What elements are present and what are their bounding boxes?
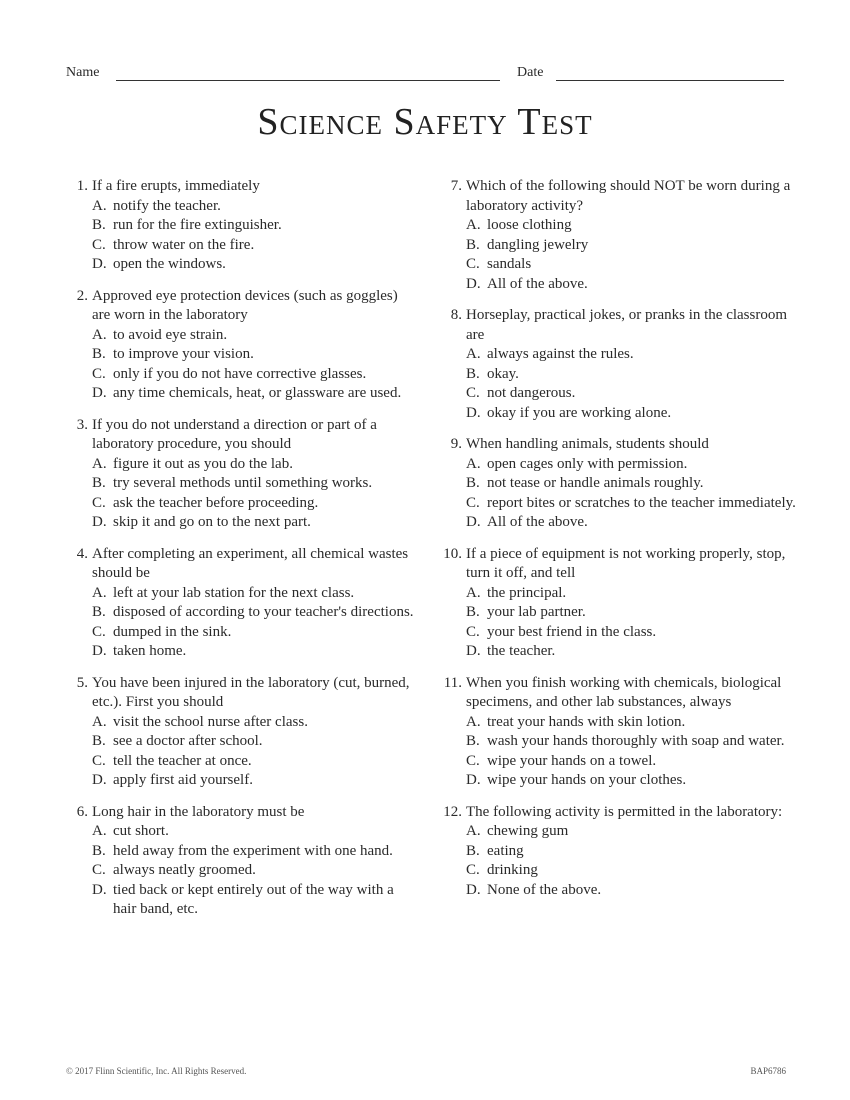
option-letter: C. [466, 623, 480, 640]
option-letter: B. [92, 475, 106, 491]
option-text: left at your lab station for the next class. [113, 584, 355, 601]
answer-option[interactable] [466, 365, 800, 385]
question-text: Long hair in the laboratory must be [92, 803, 305, 820]
page-title: Science Safety Test [257, 101, 593, 143]
option-text: open the windows. [113, 256, 226, 272]
answer-option[interactable] [466, 584, 800, 604]
question-text: If a fire erupts, immediately [92, 178, 260, 194]
option-text: okay. [487, 365, 519, 382]
answer-option[interactable] [466, 474, 800, 494]
option-letter: D. [466, 404, 481, 421]
question-number: 4. [76, 545, 88, 562]
option-text: always neatly groomed. [113, 862, 256, 878]
question-item [440, 803, 800, 901]
option-text: try several methods until something works. [113, 475, 373, 491]
answer-option[interactable] [92, 881, 416, 920]
answer-option[interactable] [92, 455, 416, 475]
answer-option[interactable] [466, 603, 800, 623]
option-text: always against the rules. [487, 346, 634, 362]
question-item [440, 545, 800, 662]
questions-left-column [66, 177, 416, 932]
option-letter: D. [466, 514, 481, 530]
option-text: only if you do not have corrective glasses. [113, 365, 367, 382]
option-letter: D. [466, 275, 481, 292]
answer-option[interactable] [92, 842, 416, 862]
question-item [66, 803, 416, 920]
copyright-text: © 2017 Flinn Scientific, Inc. All Rights Reserved. [66, 1066, 247, 1076]
question-number: 9. [450, 436, 462, 452]
option-letter: C. [466, 752, 480, 769]
option-text: skip it and go on to the next part. [113, 514, 311, 530]
option-text: report bites or scratches to the teacher immediately. [487, 494, 796, 511]
answer-option[interactable] [92, 236, 416, 256]
answer-option[interactable] [92, 642, 416, 662]
option-letter: B. [466, 604, 480, 620]
answer-option[interactable] [92, 603, 416, 623]
option-text: okay if you are working alone. [487, 404, 672, 421]
option-letter: B. [466, 733, 480, 749]
option-text: tied back or kept entirely out of the way with a hair band, etc. [113, 881, 394, 917]
question-item [440, 435, 800, 533]
answer-option[interactable] [466, 404, 800, 424]
answer-option[interactable] [92, 326, 416, 346]
answer-option[interactable] [466, 494, 800, 514]
option-letter: A. [466, 455, 481, 472]
answer-option[interactable] [92, 861, 416, 881]
question-text: If you do not understand a direction or part of a laboratory procedure, you should [92, 416, 377, 452]
question-text: Horseplay, practical jokes, or pranks in the classroom are [466, 307, 788, 343]
answer-option[interactable] [466, 345, 800, 365]
option-letter: C. [466, 256, 480, 272]
answer-option[interactable] [92, 345, 416, 365]
answer-option[interactable] [92, 255, 416, 275]
answer-option[interactable] [466, 732, 800, 752]
question-item [66, 416, 416, 533]
answer-option[interactable] [466, 713, 800, 733]
answer-option[interactable] [92, 584, 416, 604]
option-letter: B. [466, 236, 480, 253]
questions-right-column [440, 177, 800, 912]
date-field-line[interactable] [556, 80, 784, 81]
option-letter: A. [92, 584, 107, 601]
answer-option[interactable] [466, 861, 800, 881]
option-letter: D. [92, 643, 107, 659]
question-number: 7. [450, 178, 462, 194]
option-text: All of the above. [487, 275, 588, 292]
option-letter: A. [92, 823, 107, 839]
question-item [66, 545, 416, 662]
question-item [66, 674, 416, 791]
question-number: 6. [76, 803, 88, 820]
option-text: to improve your vision. [113, 346, 254, 362]
option-letter: A. [92, 326, 107, 343]
answer-option[interactable] [466, 822, 800, 842]
answer-option[interactable] [92, 752, 416, 772]
question-number: 8. [450, 307, 462, 323]
option-text: loose clothing [487, 217, 572, 233]
question-item [440, 674, 800, 791]
option-letter: C. [92, 494, 106, 511]
answer-option[interactable] [466, 771, 800, 791]
student-header [66, 65, 786, 87]
answer-option[interactable] [466, 623, 800, 643]
question-number: 5. [76, 674, 88, 691]
question-number: 10. [443, 545, 462, 562]
option-text: not dangerous. [487, 385, 576, 401]
option-text: the teacher. [487, 643, 556, 659]
question-text: The following activity is permitted in the laboratory: [466, 803, 783, 820]
option-letter: D. [92, 256, 107, 272]
option-text: eating [487, 842, 524, 859]
question-number: 12. [443, 803, 462, 820]
option-letter: A. [466, 217, 481, 233]
option-letter: A. [466, 584, 481, 601]
name-field-line[interactable] [116, 80, 500, 81]
answer-option[interactable] [466, 216, 800, 236]
option-text: run for the fire extinguisher. [113, 217, 282, 233]
answer-option[interactable] [466, 384, 800, 404]
answer-option[interactable] [92, 216, 416, 236]
option-text: visit the school nurse after class. [113, 713, 308, 730]
option-letter: B. [466, 475, 480, 491]
option-letter: D. [466, 881, 481, 898]
option-text: not tease or handle animals roughly. [487, 475, 704, 491]
option-text: None of the above. [487, 881, 602, 898]
option-text: see a doctor after school. [113, 733, 263, 749]
question-text: When you finish working with chemicals, biological specimens, and other lab substances, always [466, 674, 782, 710]
answer-option[interactable] [92, 365, 416, 385]
option-letter: B. [466, 365, 480, 382]
answer-option[interactable] [92, 713, 416, 733]
option-text: the principal. [487, 584, 567, 601]
answer-option[interactable] [466, 275, 800, 295]
option-text: drinking [487, 862, 538, 878]
question-text: Approved eye protection devices (such as goggles) are worn in the laboratory [92, 287, 398, 323]
option-letter: C. [466, 385, 480, 401]
question-text: When handling animals, students should [466, 436, 709, 452]
product-code: BAP6786 [750, 1066, 786, 1076]
answer-option[interactable] [92, 197, 416, 217]
answer-option[interactable] [92, 494, 416, 514]
option-text: figure it out as you do the lab. [113, 455, 293, 472]
question-text: After completing an experiment, all chemical wastes should be [92, 545, 409, 581]
option-text: chewing gum [487, 823, 569, 839]
answer-option[interactable] [466, 752, 800, 772]
option-text: cut short. [113, 823, 169, 839]
option-text: dumped in the sink. [113, 623, 232, 640]
option-letter: A. [92, 455, 107, 472]
answer-option[interactable] [466, 513, 800, 533]
question-item [440, 177, 800, 294]
option-text: open cages only with permission. [487, 455, 688, 472]
option-text: notify the teacher. [113, 197, 221, 214]
option-text: treat your hands with skin lotion. [487, 713, 686, 730]
option-letter: B. [92, 346, 106, 362]
option-text: tell the teacher at once. [113, 752, 252, 769]
question-number: 2. [76, 287, 88, 304]
option-letter: D. [92, 514, 107, 530]
answer-option[interactable] [92, 822, 416, 842]
option-letter: D. [92, 881, 107, 898]
option-letter: C. [92, 236, 106, 253]
option-text: dangling jewelry [487, 236, 589, 253]
option-text: wipe your hands on your clothes. [487, 772, 687, 788]
question-item [66, 287, 416, 404]
answer-option[interactable] [92, 474, 416, 494]
answer-option[interactable] [466, 642, 800, 662]
question-item [440, 306, 800, 423]
option-letter: A. [466, 346, 481, 362]
question-number: 3. [76, 416, 88, 433]
option-text: your lab partner. [487, 604, 586, 620]
option-letter: B. [92, 733, 106, 749]
option-text: disposed of according to your teacher's directions. [113, 604, 414, 620]
option-text: held away from the experiment with one hand. [113, 842, 393, 859]
answer-option[interactable] [92, 771, 416, 791]
answer-option[interactable] [92, 384, 416, 404]
answer-option[interactable] [466, 842, 800, 862]
answer-option[interactable] [92, 623, 416, 643]
option-text: to avoid eye strain. [113, 326, 228, 343]
question-text: You have been injured in the laboratory (cut, burned, etc.). First you should [92, 674, 410, 710]
option-letter: C. [466, 494, 480, 511]
answer-option[interactable] [92, 732, 416, 752]
option-letter: B. [92, 217, 106, 233]
option-letter: C. [92, 365, 106, 382]
option-letter: B. [92, 604, 106, 620]
answer-option[interactable] [466, 236, 800, 256]
option-letter: B. [466, 842, 480, 859]
option-text: your best friend in the class. [487, 623, 657, 640]
answer-option[interactable] [466, 881, 800, 901]
page-footer [66, 1066, 786, 1080]
option-text: sandals [487, 256, 532, 272]
option-text: throw water on the fire. [113, 236, 255, 253]
question-item [66, 177, 416, 275]
option-letter: A. [466, 823, 481, 839]
question-text: If a piece of equipment is not working properly, stop, turn it off, and tell [466, 545, 786, 581]
answer-option[interactable] [466, 255, 800, 275]
option-text: All of the above. [487, 514, 588, 530]
option-letter: C. [466, 862, 480, 878]
option-text: wash your hands thoroughly with soap and water. [487, 733, 785, 749]
option-letter: C. [92, 862, 106, 878]
question-text: Which of the following should NOT be worn during a laboratory activity? [466, 178, 791, 214]
option-text: ask the teacher before proceeding. [113, 494, 319, 511]
option-letter: D. [92, 385, 107, 401]
option-text: apply first aid yourself. [113, 772, 253, 788]
answer-option[interactable] [92, 513, 416, 533]
option-letter: A. [92, 713, 107, 730]
option-text: wipe your hands on a towel. [487, 752, 657, 769]
name-label: Name [66, 65, 100, 80]
option-text: any time chemicals, heat, or glassware are used. [113, 385, 402, 401]
option-letter: C. [92, 752, 106, 769]
option-letter: C. [92, 623, 106, 640]
option-letter: A. [92, 197, 107, 214]
option-letter: D. [466, 772, 481, 788]
question-number: 11. [443, 674, 462, 691]
option-text: taken home. [113, 643, 187, 659]
option-letter: D. [466, 643, 481, 659]
option-letter: A. [466, 713, 481, 730]
option-letter: B. [92, 842, 106, 859]
answer-option[interactable] [466, 455, 800, 475]
option-letter: D. [92, 772, 107, 788]
question-number: 1. [76, 178, 88, 194]
date-label: Date [517, 65, 544, 80]
